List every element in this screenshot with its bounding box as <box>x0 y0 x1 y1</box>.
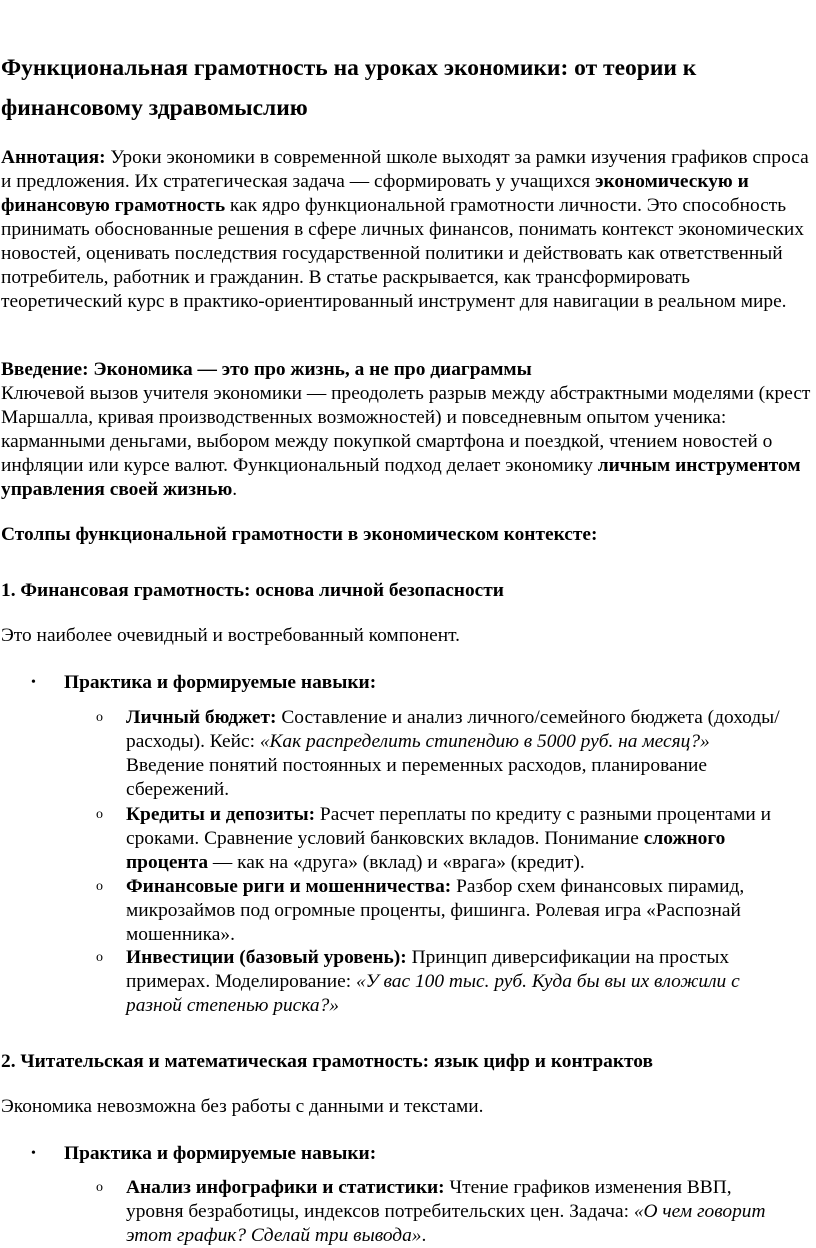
section2-intro-text: Экономика невозможна без работы с данными и текстами. <box>1 1096 484 1117</box>
list-item <box>1 706 813 802</box>
item-title: Анализ инфографики и статистики: <box>126 1177 445 1198</box>
section2-bullet <box>1 1142 813 1166</box>
list-item <box>1 946 813 1018</box>
section2-intro <box>1 1095 813 1119</box>
item-italic: «О чем говорит этот график? Сделай три вывода» <box>126 1201 766 1246</box>
item-italic: «Как распределить стипендию в 5000 руб. на месяц?» <box>259 731 710 752</box>
bullet-marker: • <box>31 1146 36 1161</box>
item-title: Личный бюджет: <box>126 707 277 728</box>
item-text: Чтение графиков изменения ВВП, уровня безработицы, индексов потребительских цен. Задача: <box>126 1177 732 1222</box>
annotation-bold: экономическую и финансовую грамотность <box>1 171 749 216</box>
item-title: Инвестиции (базовый уровень): <box>126 947 407 968</box>
annotation-text: Уроки экономики в современной школе выходят за рамки изучения графиков спроса и предложения. Их стратегическая задача — сформировать у учащихся <box>1 147 809 192</box>
item-text: Разбор схем финансовых пирамид, микрозаймов под огромные проценты, фишинга. Ролевая игра «Распознай мошенника». <box>126 876 745 945</box>
pillars-heading-text: Столпы функциональной грамотности в экономическом контексте: <box>1 524 598 545</box>
item-title: Кредиты и депозиты: <box>126 804 316 825</box>
intro-section <box>1 358 813 502</box>
section1-intro <box>1 624 813 648</box>
page-title: Функциональная грамотность на уроках экономики: от теории к финансовому здравомыслию <box>1 55 697 121</box>
section1-heading <box>1 579 813 603</box>
section2-heading <box>1 1050 813 1074</box>
section2-heading-text: 2. Читательская и математическая грамотность: язык цифр и контрактов <box>1 1051 653 1072</box>
section1-heading-text: 1. Финансовая грамотность: основа личной безопасности <box>1 580 504 601</box>
annotation-label: Аннотация: <box>1 147 106 168</box>
sub-bullet-marker: o <box>96 1180 103 1195</box>
annotation-paragraph <box>1 146 813 314</box>
item-text-2: Введение понятий постоянных и переменных расходов, планирование сбережений. <box>126 755 707 800</box>
section2-bullet-text: Практика и формируемые навыки: <box>64 1143 377 1164</box>
section1-intro-text: Это наиболее очевидный и востребованный компонент. <box>1 625 460 646</box>
sub-bullet-marker: o <box>96 879 103 894</box>
intro-bold: личным инструментом управления своей жизнью <box>1 455 801 500</box>
sub-bullet-marker: o <box>96 807 103 822</box>
section1-bullet <box>1 671 813 695</box>
sub-bullet-marker: o <box>96 950 103 965</box>
sub-bullet-marker: o <box>96 710 103 725</box>
section1-bullet-text: Практика и формируемые навыки: <box>64 672 377 693</box>
item-text-2: — как на «друга» (вклад) и «врага» (кредит). <box>208 852 585 873</box>
list-item <box>1 875 813 947</box>
annotation-text-2: как ядро функциональной грамотности личности. Это способность принимать обоснованные решения в сфере личных финансов, понимать контекст экономических новостей, оценивать последствия государственной политики и действовать как ответственный потребитель, работник и гражданин. В статье раскрывается, как трансформировать теоретический курс в практико-ориентированный инструмент для навигации в реальном мире. <box>1 195 804 312</box>
intro-text: Ключевой вызов учителя экономики — преодолеть разрыв между абстрактными моделями (крест Маршалла, кривая производственных возможностей) и повседневным опытом ученика: карманными деньгами, выбором между покупкой смартфона и поездкой, чтением новостей о инфляции или курсе валют. Функциональный подход делает экономику <box>1 383 811 476</box>
item-italic: «У вас 100 тыс. руб. Куда бы вы их вложили с разной степенью риска?» <box>126 971 740 1016</box>
item-text: Расчет переплаты по кредиту с разными процентами и сроками. Сравнение условий банковских вкладов. Понимание <box>126 804 772 849</box>
list-item <box>1 803 813 875</box>
list-item <box>1 1176 813 1248</box>
item-bold: сложного процента <box>126 828 726 873</box>
bullet-marker: • <box>31 675 36 690</box>
pillars-heading <box>1 523 813 547</box>
item-text: Принцип диверсификации на простых примерах. Моделирование: <box>126 947 730 992</box>
intro-text-2: . <box>232 479 238 500</box>
item-text: Составление и анализ личного/семейного бюджета (доходы/расходы). Кейс: <box>126 707 780 752</box>
item-text-2: . <box>421 1225 427 1246</box>
intro-heading: Введение: Экономика — это про жизнь, а не про диаграммы <box>1 359 532 380</box>
item-title: Финансовые риги и мошенничества: <box>126 876 452 897</box>
